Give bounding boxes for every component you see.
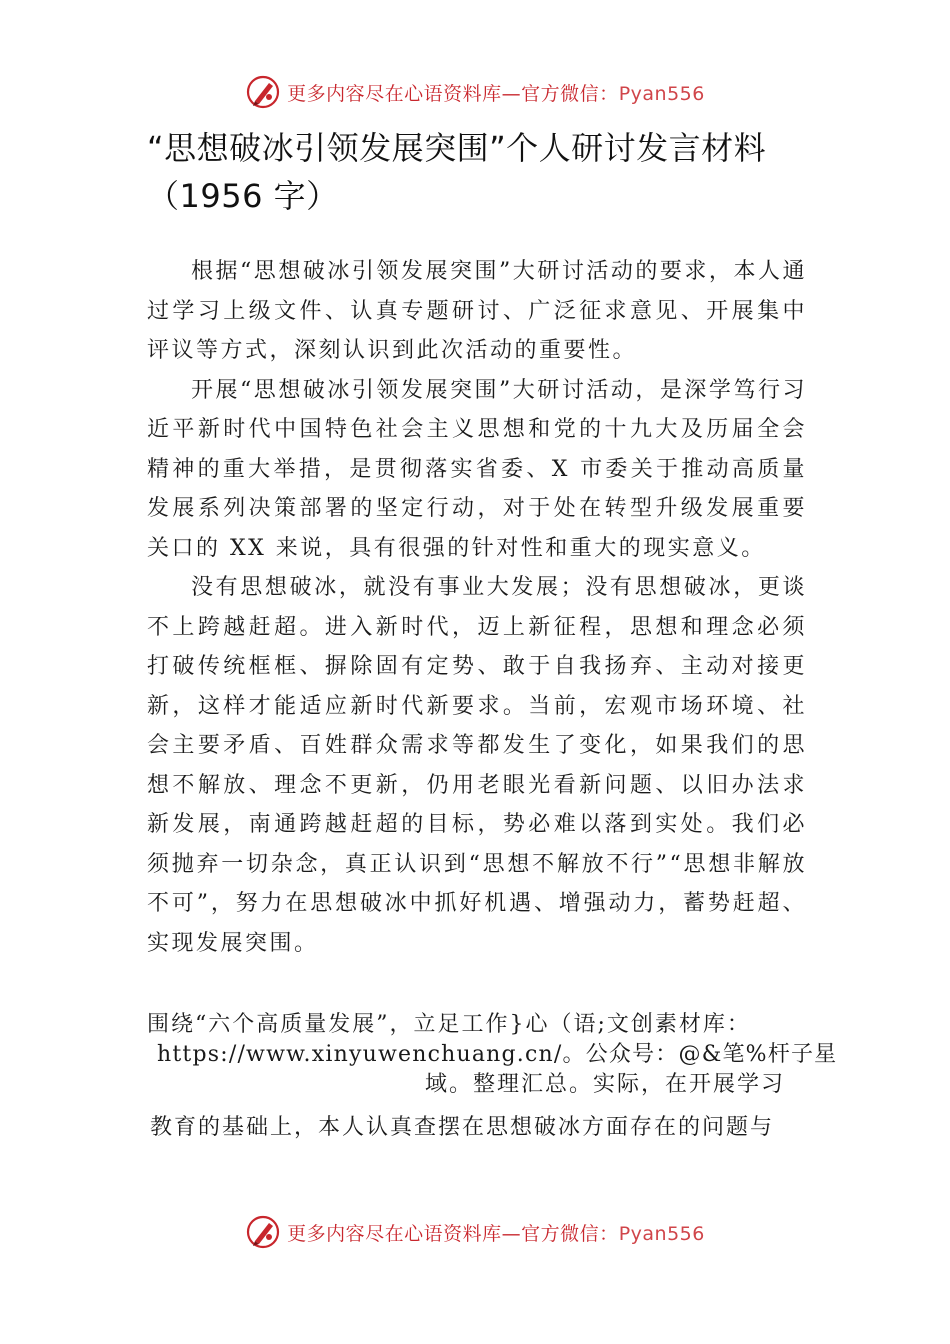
paragraph: 没有思想破冰，就没有事业大发展；没有思想破冰，更谈不上跨越赶超。进入新时代，迈上新征程，思想和理念必须打破传统框框、摒除固有定势、敢于自我扬弃、主动对接更新，这样才能适应新时代新要求。当前，宏观市场环境、社会主要矛盾、百姓群众需求等都发生了变化，如果我们的思想不解放、理念不更新，仍用老眼光看新问题、以旧办法求新发展，南通跨越赶超的目标，势必难以落到实处。我们必须抛弃一切杂念，真正认识到“思想不解放不行”“思想非解放不可”，努力在思想破冰中抓好机遇、增强动力，蓄势赶超、实现发展突围。 [147, 575, 807, 956]
paragraph: 开展“思想破冰引领发展突围”大研讨活动，是深学笃行习近平新时代中国特色社会主义思想和党的十九大及历届全会精神的重大举措，是贯彻落实省委、X 市委关于推动高质量发展系列决策部署的坚定行动，对于处在转型升级发展重要关口的 XX 来说，具有很强的针对性和重大的现实意义。 [147, 377, 807, 561]
pen-logo-icon [245, 74, 281, 110]
text-line: 教育的基础上，本人认真查摆在思想破冰方面存在的问题与 [150, 1115, 775, 1140]
pen-logo-icon [245, 1214, 281, 1250]
header-banner [0, 70, 950, 114]
document-title: “思想破冰引领发展突围”个人研讨发言材料（1956 字） [147, 129, 767, 215]
text-line-url: https://www.xinyuwenchuang.cn/。公众号：@&笔%杆子星 [157, 1042, 838, 1067]
banner-text: 更多内容尽在心语资料库—官方微信：Pyan556 [287, 82, 705, 105]
text-line: 围绕“六个高质量发展”，立足工作}心（语;文创素材库： [147, 1012, 751, 1037]
document-body [147, 252, 807, 963]
banner-text: 更多内容尽在心语资料库—官方微信：Pyan556 [287, 1222, 705, 1245]
footer-banner [0, 1210, 950, 1254]
text-line: 域。整理汇总。实际，在开展学习 [425, 1072, 786, 1097]
paragraph: 根据“思想破冰引领发展突围”大研讨活动的要求，本人通过学习上级文件、认真专题研讨、广泛征求意见、开展集中评议等方式，深刻认识到此次活动的重要性。 [147, 259, 807, 363]
